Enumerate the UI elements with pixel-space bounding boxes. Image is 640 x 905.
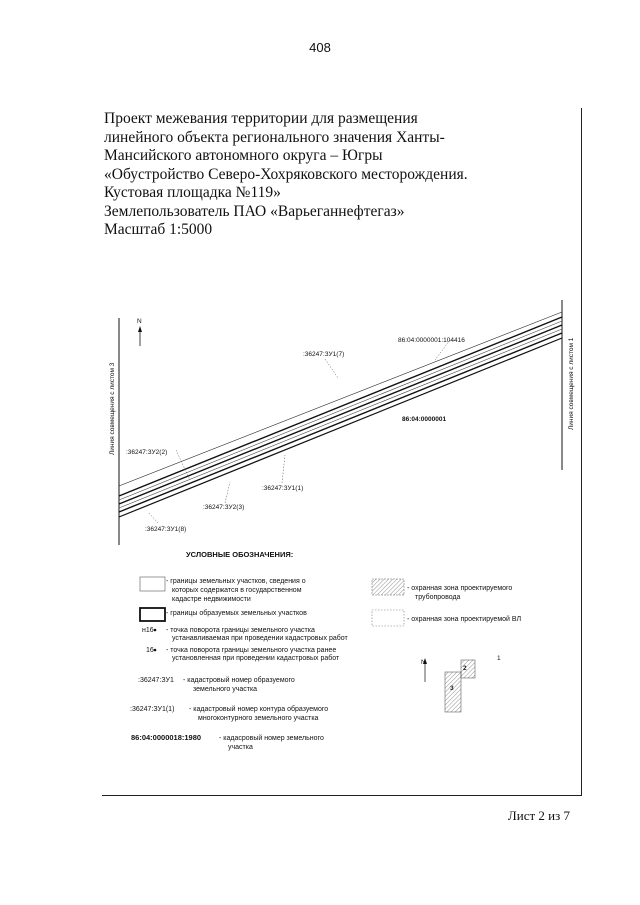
legend-existing-boundary-2: которых содержатся в государственном bbox=[172, 587, 302, 594]
legend-cadastral-desc-2: участка bbox=[228, 744, 253, 751]
legend-contour-desc-2: многоконтурного земельного участка bbox=[198, 715, 319, 722]
new-point-symbol: н16 bbox=[142, 627, 154, 634]
legend-zu-desc-2: земельного участка bbox=[193, 686, 258, 693]
parcel-label-zu1-7: :36247:ЗУ1(7) bbox=[303, 351, 345, 358]
parcel-label-zu2-3: :36247:ЗУ2(3) bbox=[203, 504, 245, 511]
legend-old-point-2: установленная при проведении кадастровых работ bbox=[172, 655, 340, 662]
left-match-line-label: Линия совмещения с листом 3 bbox=[109, 362, 116, 455]
title-line: Проект межевания территории для размещения bbox=[104, 110, 418, 127]
old-point-symbol: 16 bbox=[146, 647, 154, 654]
title-line: Кустовая площадка №119» bbox=[104, 184, 281, 201]
formed-boundary-symbol bbox=[140, 608, 165, 621]
legend-vl-zone: - охранная зона проектируемой ВЛ bbox=[407, 616, 522, 623]
inset-label-1: 1 bbox=[497, 655, 501, 662]
vl-zone-symbol bbox=[372, 610, 404, 626]
sheet-layout-inset bbox=[421, 655, 501, 712]
quarter-label: 86:04:0000001 bbox=[402, 416, 447, 423]
parcel-label-zu2-2: :36247:ЗУ2(2) bbox=[126, 449, 168, 456]
new-point-icon bbox=[154, 629, 157, 632]
cadastral-symbol: 86:04:0000018:1980 bbox=[131, 733, 202, 742]
legend-new-point-1: - точка поворота границы земельного участка bbox=[166, 627, 315, 634]
scale-line: Масштаб 1:5000 bbox=[104, 221, 213, 238]
pipeline-zone-symbol bbox=[372, 579, 404, 595]
page-number: 408 bbox=[309, 40, 331, 55]
legend-cadastral-desc-1: - кадасровый номер земельного bbox=[219, 735, 324, 742]
zu-symbol: :36247:ЗУ1 bbox=[138, 677, 174, 684]
title-line: Землепользователь ПАО «Варьеганнефтегаз» bbox=[104, 202, 405, 220]
inset-label-2: 2 bbox=[463, 665, 467, 672]
legend-pipeline-zone-1: - охранная зона проектируемого bbox=[407, 585, 513, 592]
parcel-label-zu1-8: :36247:ЗУ1(8) bbox=[145, 526, 187, 533]
legend-pipeline-zone-2: трубопровода bbox=[415, 594, 461, 601]
contour-symbol: :36247:ЗУ1(1) bbox=[130, 706, 175, 713]
inset-label-3: 3 bbox=[450, 685, 454, 692]
title-line: Мансийского автономного округа – Югры bbox=[104, 147, 383, 164]
title-line: линейного объекта регионального значения Ханты- bbox=[104, 128, 445, 146]
inset-north-label: N bbox=[421, 659, 426, 666]
title-line: «Обустройство Северо-Хохряковского месторождения. bbox=[104, 165, 468, 183]
legend-heading: УСЛОВНЫЕ ОБОЗНАЧЕНИЯ: bbox=[186, 550, 294, 559]
legend-zu-desc-1: - кадастровый номер образуемого bbox=[183, 677, 295, 684]
legend-old-point-1: - точка поворота границы земельного участка ранее bbox=[166, 647, 337, 654]
existing-boundary-symbol bbox=[140, 577, 165, 591]
corridor-lines bbox=[119, 317, 562, 517]
legend-existing-boundary-3: кадастре недвижимости bbox=[172, 596, 251, 603]
parcel-label-zu1-1: :36247:ЗУ1(1) bbox=[262, 485, 304, 492]
old-point-icon bbox=[154, 649, 157, 652]
legend-existing-boundary-1: - границы земельных участков, сведения о bbox=[166, 578, 306, 585]
right-match-line-label: Линия совмещения с листом 1 bbox=[568, 337, 575, 430]
legend-formed-boundary: - границы образуемых земельных участков bbox=[166, 610, 307, 617]
sheet-footer: Лист 2 из 7 bbox=[507, 808, 570, 823]
legend-contour-desc-1: - кадастровый номер контура образуемого bbox=[189, 706, 329, 713]
legend-new-point-2: устанавливаемая при проведении кадастровых работ bbox=[172, 635, 348, 642]
cadastral-label-104416: 86:04:0000001:104416 bbox=[398, 337, 465, 344]
north-arrow-icon bbox=[137, 318, 142, 346]
existing-boundary-line bbox=[119, 312, 562, 486]
inset-sheet-3 bbox=[445, 672, 461, 712]
north-label: N bbox=[137, 318, 142, 325]
